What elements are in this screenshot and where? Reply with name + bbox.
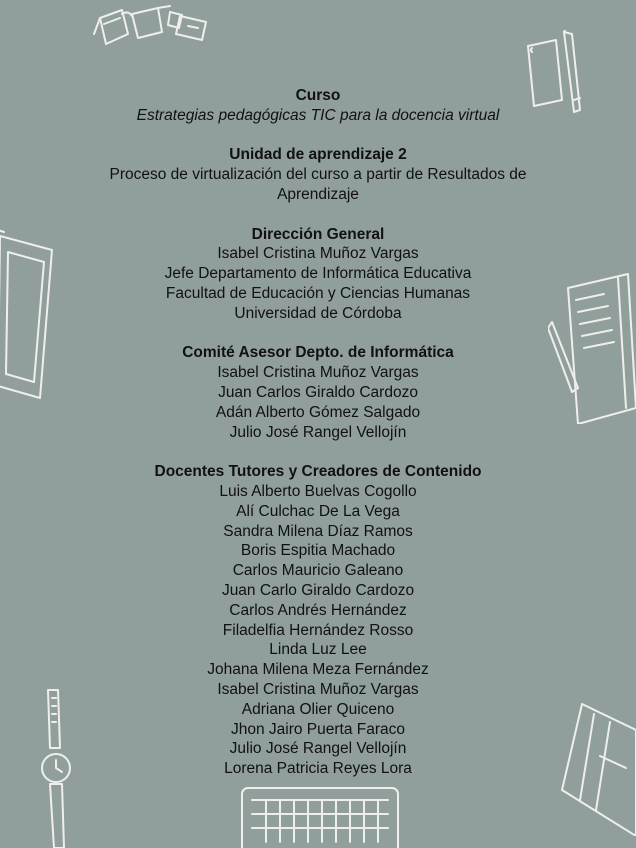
director-faculty: Facultad de Educación y Ciencias Humanas: [165, 284, 471, 302]
tablet-icon: [0, 226, 58, 406]
unit-title-line1: Proceso de virtualización del curso a partir de Resultados de: [109, 166, 527, 184]
tutor-name: Carlos Mauricio Galeano: [232, 562, 404, 580]
tutor-name: Boris Espitia Machado: [240, 542, 396, 560]
tutor-name: Carlos Andrés Hernández: [229, 601, 407, 619]
tutor-name: Luis Alberto Buelvas Cogollo: [219, 482, 417, 500]
committee-member: Isabel Cristina Muñoz Vargas: [217, 364, 419, 382]
tutors-heading: Docentes Tutores y Creadores de Contenido: [154, 463, 482, 481]
keyboard-icon: [240, 786, 400, 848]
tutor-name: Linda Luz Lee: [269, 641, 367, 659]
course-heading: Curso: [295, 87, 341, 104]
direction-heading: Dirección General: [251, 225, 385, 243]
tutor-name: Sandra Milena Díaz Ramos: [223, 522, 413, 540]
tutor-name: Alí Culchac De La Vega: [236, 502, 400, 520]
course-section: [60, 86, 576, 126]
tutors-section: [60, 462, 576, 779]
course-name: Estrategias pedagógicas TIC para la docencia virtual: [136, 106, 500, 124]
usb-drive-icon: [166, 8, 212, 44]
unit-section: [60, 145, 576, 204]
tutor-name: Julio José Rangel Vellojín: [229, 740, 407, 758]
committee-member: Juan Carlos Giraldo Cardozo: [218, 383, 418, 401]
glasses-icon: [92, 4, 174, 56]
committee-member: Julio José Rangel Vellojín: [229, 423, 407, 441]
tutor-name: Lorena Patricia Reyes Lora: [224, 760, 412, 778]
director-role: Jefe Departamento de Informática Educativa: [164, 265, 472, 283]
unit-title-line2: Aprendizaje: [277, 185, 359, 203]
tutor-name: Juan Carlo Giraldo Cardozo: [221, 581, 415, 599]
committee-heading: Comité Asesor Depto. de Informática: [182, 344, 454, 362]
director-university: Universidad de Córdoba: [234, 304, 402, 322]
tutor-name: Johana Milena Meza Fernández: [207, 661, 429, 679]
tutor-name: Isabel Cristina Muñoz Vargas: [217, 680, 419, 698]
tutor-name: Jhon Jairo Puerta Faraco: [230, 720, 406, 738]
committee-section: [60, 343, 576, 442]
tutor-name: Filadelfia Hernández Rosso: [222, 621, 414, 639]
credits-content: [60, 86, 576, 779]
unit-heading: Unidad de aprendizaje 2: [229, 146, 407, 164]
committee-member: Adán Alberto Gómez Salgado: [215, 403, 421, 421]
director-name: Isabel Cristina Muñoz Vargas: [217, 245, 419, 263]
direction-section: [60, 225, 576, 324]
tutor-name: Adriana Olier Quiceno: [241, 700, 395, 718]
